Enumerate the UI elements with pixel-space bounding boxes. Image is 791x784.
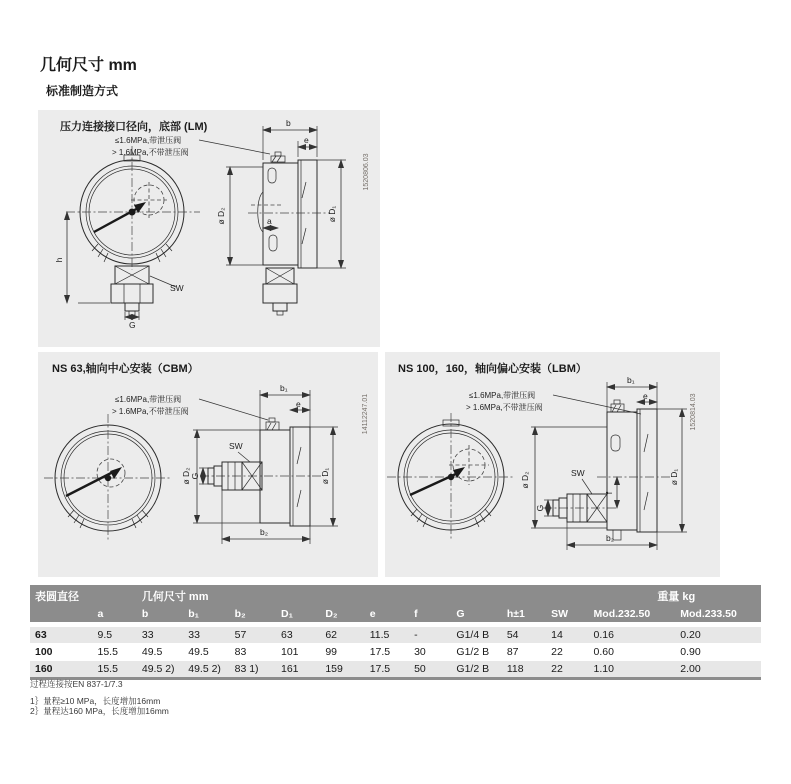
dim-label-d1: ø D₁ [320,467,330,485]
dim-label-g: G [129,320,136,330]
gauge-front-view [66,146,200,270]
table-cell: 0.20 [675,625,761,644]
table-cell: 2.00 [675,661,761,679]
dim-label-h: h [54,257,64,263]
dim-label-d1: ø D₁ [669,468,679,486]
panel-lbm [385,352,720,577]
dim-label-b1: b₁ [627,375,635,385]
column-header: D₂ [320,606,364,625]
dim-label-d2: ø D₂ [216,207,226,225]
column-header: e [365,606,409,625]
drawing-number: 1520806.03 [363,153,370,191]
table-cell: 49.5 [137,644,183,661]
column-header: b [137,606,183,625]
group-header-dial: 表圆直径 [30,585,137,606]
table-cell: 9.5 [93,625,137,644]
table-cell: 33 [137,625,183,644]
dim-label-a: a [267,216,272,226]
drawing-number: 1520814.03 [690,393,697,431]
panel-lm-title: 压力连接接口径向，底部 (LM) [60,121,208,133]
gauge-front-view [387,413,515,541]
table-cell: 17.5 [365,644,409,661]
table-cell: 87 [502,644,546,661]
table-cell: 14 [546,625,588,644]
dim-label-b1: b₁ [280,383,288,393]
panel-cbm [38,352,378,577]
column-header: a [93,606,137,625]
table-cell: 0.60 [589,644,676,661]
table-cell: 15.5 [93,661,137,679]
column-header: f [409,606,451,625]
relief-note-high: > 1.6MPa,不带泄压阀 [466,403,543,412]
group-header-dims: 几何尺寸 mm [137,585,589,606]
relief-note-high: > 1.6MPa,不带泄压阀 [112,148,189,157]
panel-lbm-title: NS 100，160，轴向偏心安装（LBM） [398,363,587,375]
dim-label-sw: SW [571,468,585,478]
column-header: SW [546,606,588,625]
dim-label-e: e [304,135,309,145]
table-cell: - [409,625,451,644]
table-cell: 63 [30,625,93,644]
dim-label-b: b [286,118,291,128]
dim-label-b2: b₂ [606,533,615,543]
lbm-drawing [385,352,720,577]
table-cell: 49.5 2) [137,661,183,679]
gauge-side-view [543,400,671,540]
table-cell: 118 [502,661,546,679]
table-cell: 63 [276,625,320,644]
relief-note-low: ≤1.6MPa,带泄压阀 [469,391,536,400]
dim-label-e: e [643,391,648,401]
table-row-ns100 [30,644,761,661]
column-header: b₁ [183,606,229,625]
relief-note-low: ≤1.6MPa,带泄压阀 [115,136,182,145]
footnote-1: 1｝量程≥10 MPa，长度增加16mm [30,695,161,706]
table-cell: 0.90 [675,644,761,661]
table-cell: 22 [546,644,588,661]
footnote-2: 2｝量程达160 MPa，长度增加16mm [30,705,169,716]
table-group-header-row [30,585,761,606]
table-cell: 161 [276,661,320,679]
dim-label-d2: ø D₂ [181,467,191,485]
table-cell: 62 [320,625,364,644]
dim-label-b2: b₂ [260,527,269,537]
column-header: G [451,606,501,625]
table-cell: 1.10 [589,661,676,679]
column-header: b₂ [230,606,276,625]
column-header: D₁ [276,606,320,625]
page-title: 几何尺寸 mm [40,57,137,74]
table-cell: 0.16 [589,625,676,644]
table-cell: 11.5 [365,625,409,644]
table-cell: 30 [409,644,451,661]
footnote-process-connection: 过程连接按EN 837-1/7.3 [30,679,123,689]
relief-note-low: ≤1.6MPa,带泄压阀 [115,395,182,404]
dimensions-table [30,585,761,680]
table-cell: 50 [409,661,451,679]
panel-cbm-title: NS 63,轴向中心安装（CBM） [52,363,199,375]
gauge-side-view [200,418,324,526]
table-cell: 101 [276,644,320,661]
column-header: Mod.232.50 [589,606,676,625]
dim-label-d2: ø D₂ [520,471,530,489]
table-cell: 22 [546,661,588,679]
table-cell: 49.5 2) [183,661,229,679]
dim-label-g: G [190,472,200,480]
table-cell: G1/2 B [451,644,501,661]
table-cell: G1/2 B [451,661,501,679]
drawing-number: 14112247.01 [362,393,369,435]
table-cell: 57 [230,625,276,644]
table-cell: 83 [230,644,276,661]
panel-lm [38,110,380,347]
lm-drawing [38,110,380,347]
cbm-drawing [38,352,378,577]
table-cell: 17.5 [365,661,409,679]
column-header: h±1 [502,606,546,625]
column-header [30,606,93,625]
gauge-side-view [248,152,330,315]
dim-label-d1: ø D₁ [327,205,337,223]
gauge-front-view [44,414,172,542]
footnotes [30,680,169,716]
table-cell: 83 1) [230,661,276,679]
dim-label-e: e [296,399,301,409]
table-cell: 54 [502,625,546,644]
gauge-connection-front [111,266,153,315]
table-cell: 99 [320,644,364,661]
table-column-header-row [30,606,761,625]
table-cell: 33 [183,625,229,644]
group-header-weight: 重量 kg [589,585,761,606]
relief-note-high: > 1.6MPa,不带泄压阀 [112,407,189,416]
page-subtitle: 标准制造方式 [46,84,119,98]
dim-label-sw: SW [170,283,184,293]
column-header: Mod.233.50 [675,606,761,625]
dim-label-g: G [535,504,545,512]
table-cell: 159 [320,661,364,679]
table-cell: 15.5 [93,644,137,661]
dim-label-sw: SW [229,441,243,451]
table-row-ns63 [30,625,761,644]
table-cell: G1/4 B [451,625,501,644]
dim-label-f: f [604,491,614,495]
table-cell: 160 [30,661,93,679]
table-cell: 49.5 [183,644,229,661]
table-cell: 100 [30,644,93,661]
table-row-ns160 [30,661,761,679]
